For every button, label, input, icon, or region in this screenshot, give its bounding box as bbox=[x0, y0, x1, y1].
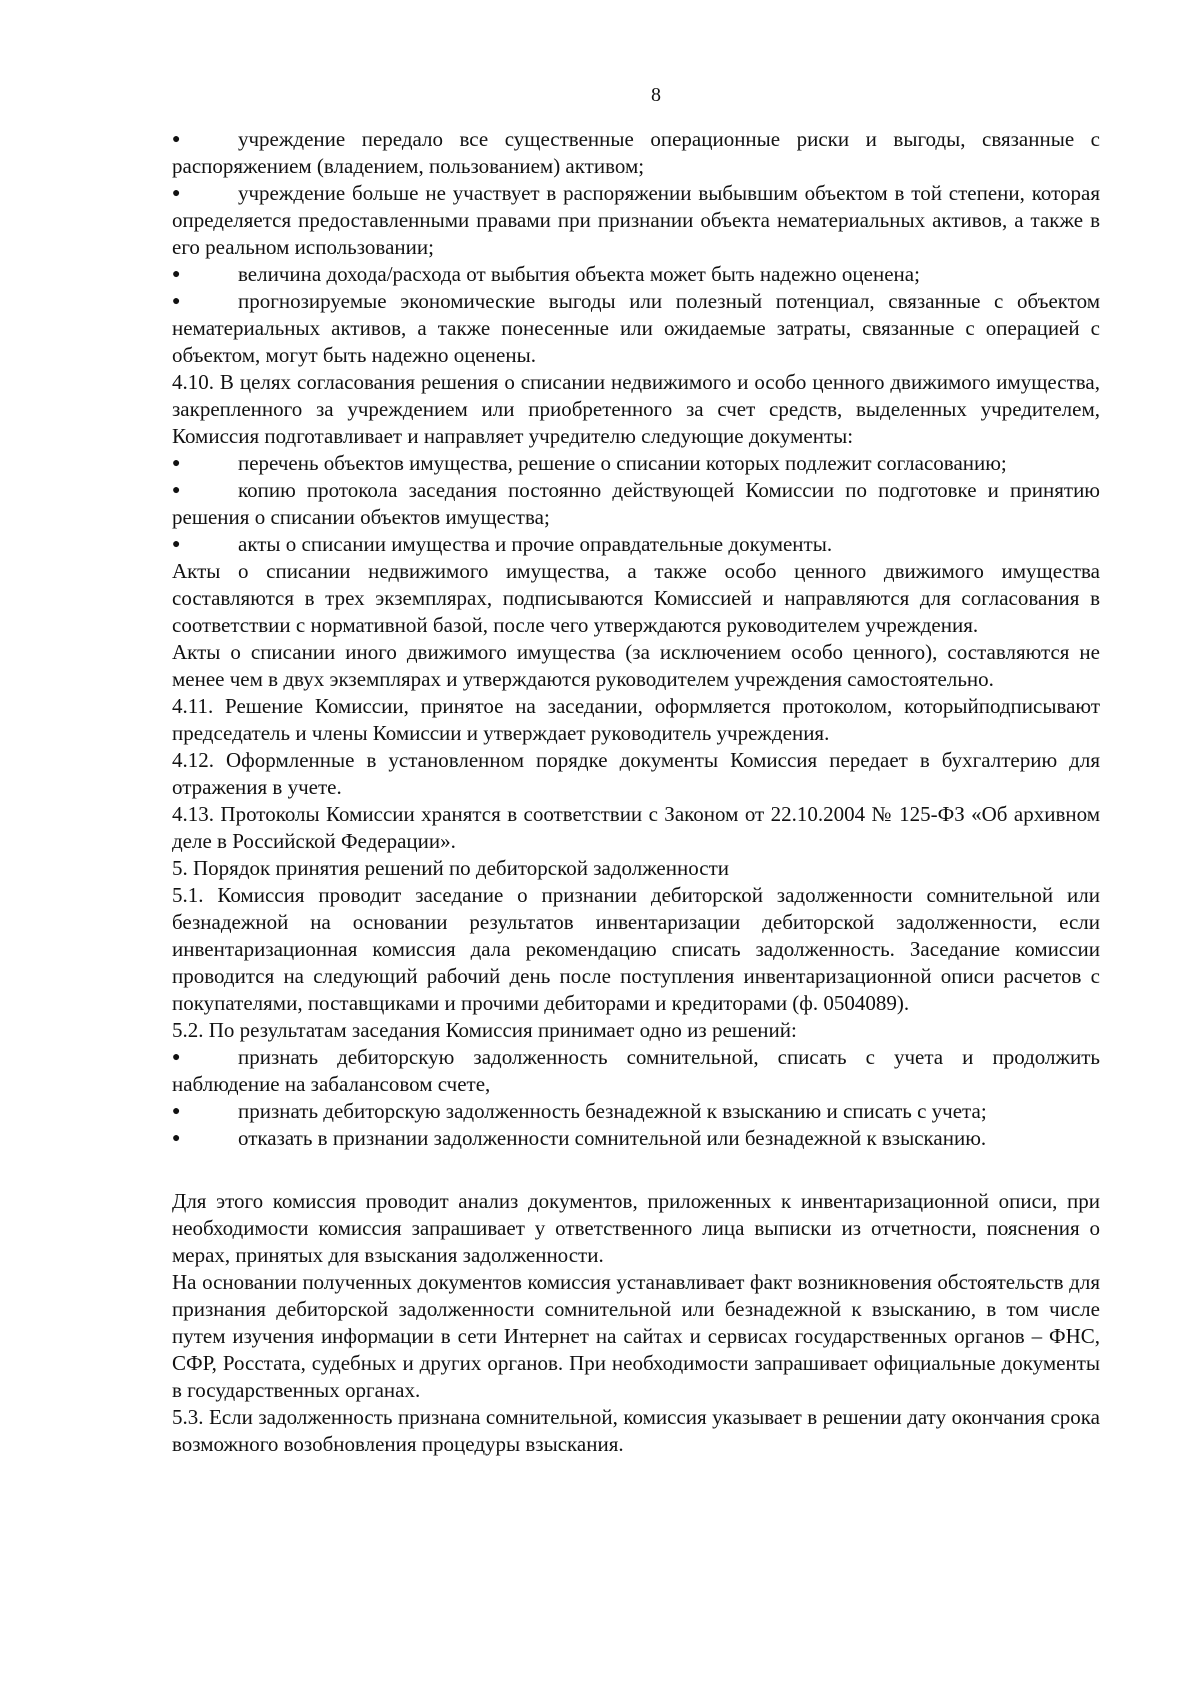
list-item bbox=[172, 261, 1100, 288]
list-item-text: учреждение больше не участвует в распоряжении выбывшим объектом в той степени, которая определяется предоставленными правами при признании объекта нематериальных активов, а также в его реальном использовании; bbox=[172, 181, 1100, 259]
list-item bbox=[172, 126, 1100, 180]
list-item-text: признать дебиторскую задолженность безнадежной к взысканию и списать с учета; bbox=[238, 1099, 987, 1123]
bullet-icon: ● bbox=[172, 483, 181, 498]
bullet-icon: ● bbox=[172, 267, 181, 282]
list-item-text: копию протокола заседания постоянно действующей Комиссии по подготовке и принятию решения о списании объектов имущества; bbox=[172, 478, 1100, 529]
paragraph-5-3: 5.3. Если задолженность признана сомнительной, комиссия указывает в решении дату окончания срока возможного возобновления процедуры взыскания. bbox=[172, 1405, 1100, 1456]
bullet-icon: ● bbox=[172, 294, 181, 309]
list-item bbox=[172, 1044, 1100, 1098]
list-item-text: величина дохода/расхода от выбытия объекта может быть надежно оценена; bbox=[238, 262, 920, 286]
bullet-icon: ● bbox=[172, 132, 181, 147]
paragraph-5-2: 5.2. По результатам заседания Комиссия принимает одно из решений: bbox=[172, 1018, 797, 1042]
bullet-icon: ● bbox=[172, 186, 181, 201]
list-item bbox=[172, 288, 1100, 369]
list-item-text: акты о списании имущества и прочие оправдательные документы. bbox=[238, 532, 833, 556]
bullet-icon: ● bbox=[172, 1050, 181, 1065]
list-item-text: учреждение передало все существенные операционные риски и выгоды, связанные с распоряжением (владением, пользованием) активом; bbox=[172, 127, 1100, 178]
section-heading-5: 5. Порядок принятия решений по дебиторской задолженности bbox=[172, 856, 729, 880]
paragraph-4-11: 4.11. Решение Комиссии, принятое на заседании, оформляется протоколом, которыйподписывают председатель и члены Комиссии и утверждает руководитель учреждения. bbox=[172, 694, 1100, 745]
list-item bbox=[172, 180, 1100, 261]
bullet-icon: ● bbox=[172, 1131, 181, 1146]
list-item bbox=[172, 1125, 1100, 1152]
list-item-text: отказать в признании задолженности сомнительной или безнадежной к взысканию. bbox=[238, 1126, 987, 1150]
paragraph-5-1: 5.1. Комиссия проводит заседание о признании дебиторской задолженности сомнительной или безнадежной на основании результатов инвентаризации дебиторской задолженности, если инвентаризационная комиссия дала рекомендацию списать задолженность. Заседание комиссии проводится на следующий рабочий день после поступления инвентаризационной описи расчетов с покупателями, поставщиками и прочими дебиторами и кредиторами (ф. 0504089). bbox=[172, 883, 1100, 1015]
paragraph: Акты о списании недвижимого имущества, а также особо ценного движимого имущества составляются в трех экземплярах, подписываются Комиссией и направляются для согласования в соответствии с нормативной базой, после чего утверждаются руководителем учреждения. bbox=[172, 559, 1100, 637]
bullet-icon: ● bbox=[172, 1104, 181, 1119]
paragraph: На основании полученных документов комиссия устанавливает факт возникновения обстоятельств для признания дебиторской задолженности сомнительной или безнадежной к взысканию, в том числе путем изучения информации в сети Интернет на сайтах и сервисах государственных органов – ФНС, СФР, Росстата, судебных и других органов. При необходимости запрашивает официальные документы в государственных органах. bbox=[172, 1270, 1100, 1402]
paragraph-4-12: 4.12. Оформленные в установленном порядке документы Комиссия передает в бухгалтерию для отражения в учете. bbox=[172, 748, 1100, 799]
paragraph-4-10: 4.10. В целях согласования решения о списании недвижимого и особо ценного движимого имущества, закрепленного за учреждением или приобретенного за счет средств, выделенных учредителем, Комиссия подготавливает и направляет учредителю следующие документы: bbox=[172, 370, 1100, 448]
list-item bbox=[172, 1098, 1100, 1125]
list-item-text: признать дебиторскую задолженность сомнительной, списать с учета и продолжить наблюдение на забалансовом счете, bbox=[172, 1045, 1100, 1096]
paragraph-4-13: 4.13. Протоколы Комиссии хранятся в соответствии с Законом от 22.10.2004 № 125-ФЗ «Об архивном деле в Российской Федерации». bbox=[172, 802, 1100, 853]
list-item bbox=[172, 450, 1100, 477]
list-item-text: прогнозируемые экономические выгоды или полезный потенциал, связанные с объектом нематериальных активов, а также понесенные или ожидаемые затраты, связанные с операцией с объектом, могут быть надежно оценены. bbox=[172, 289, 1100, 367]
paragraph: Акты о списании иного движимого имущества (за исключением особо ценного), составляются не менее чем в двух экземплярах и утверждаются руководителем учреждения самостоятельно. bbox=[172, 640, 1100, 691]
list-item-text: перечень объектов имущества, решение о списании которых подлежит согласованию; bbox=[238, 451, 1007, 475]
paragraph: Для этого комиссия проводит анализ документов, приложенных к инвентаризационной описи, при необходимости комиссия запрашивает у ответственного лица выписки из отчетности, пояснения о мерах, принятых для взыскания задолженности. bbox=[172, 1189, 1100, 1267]
bullet-icon: ● bbox=[172, 537, 181, 552]
page-number: 8 bbox=[651, 84, 661, 106]
list-item bbox=[172, 477, 1100, 531]
bullet-icon: ● bbox=[172, 456, 181, 471]
spacer bbox=[172, 1152, 1100, 1188]
list-item bbox=[172, 531, 1100, 558]
